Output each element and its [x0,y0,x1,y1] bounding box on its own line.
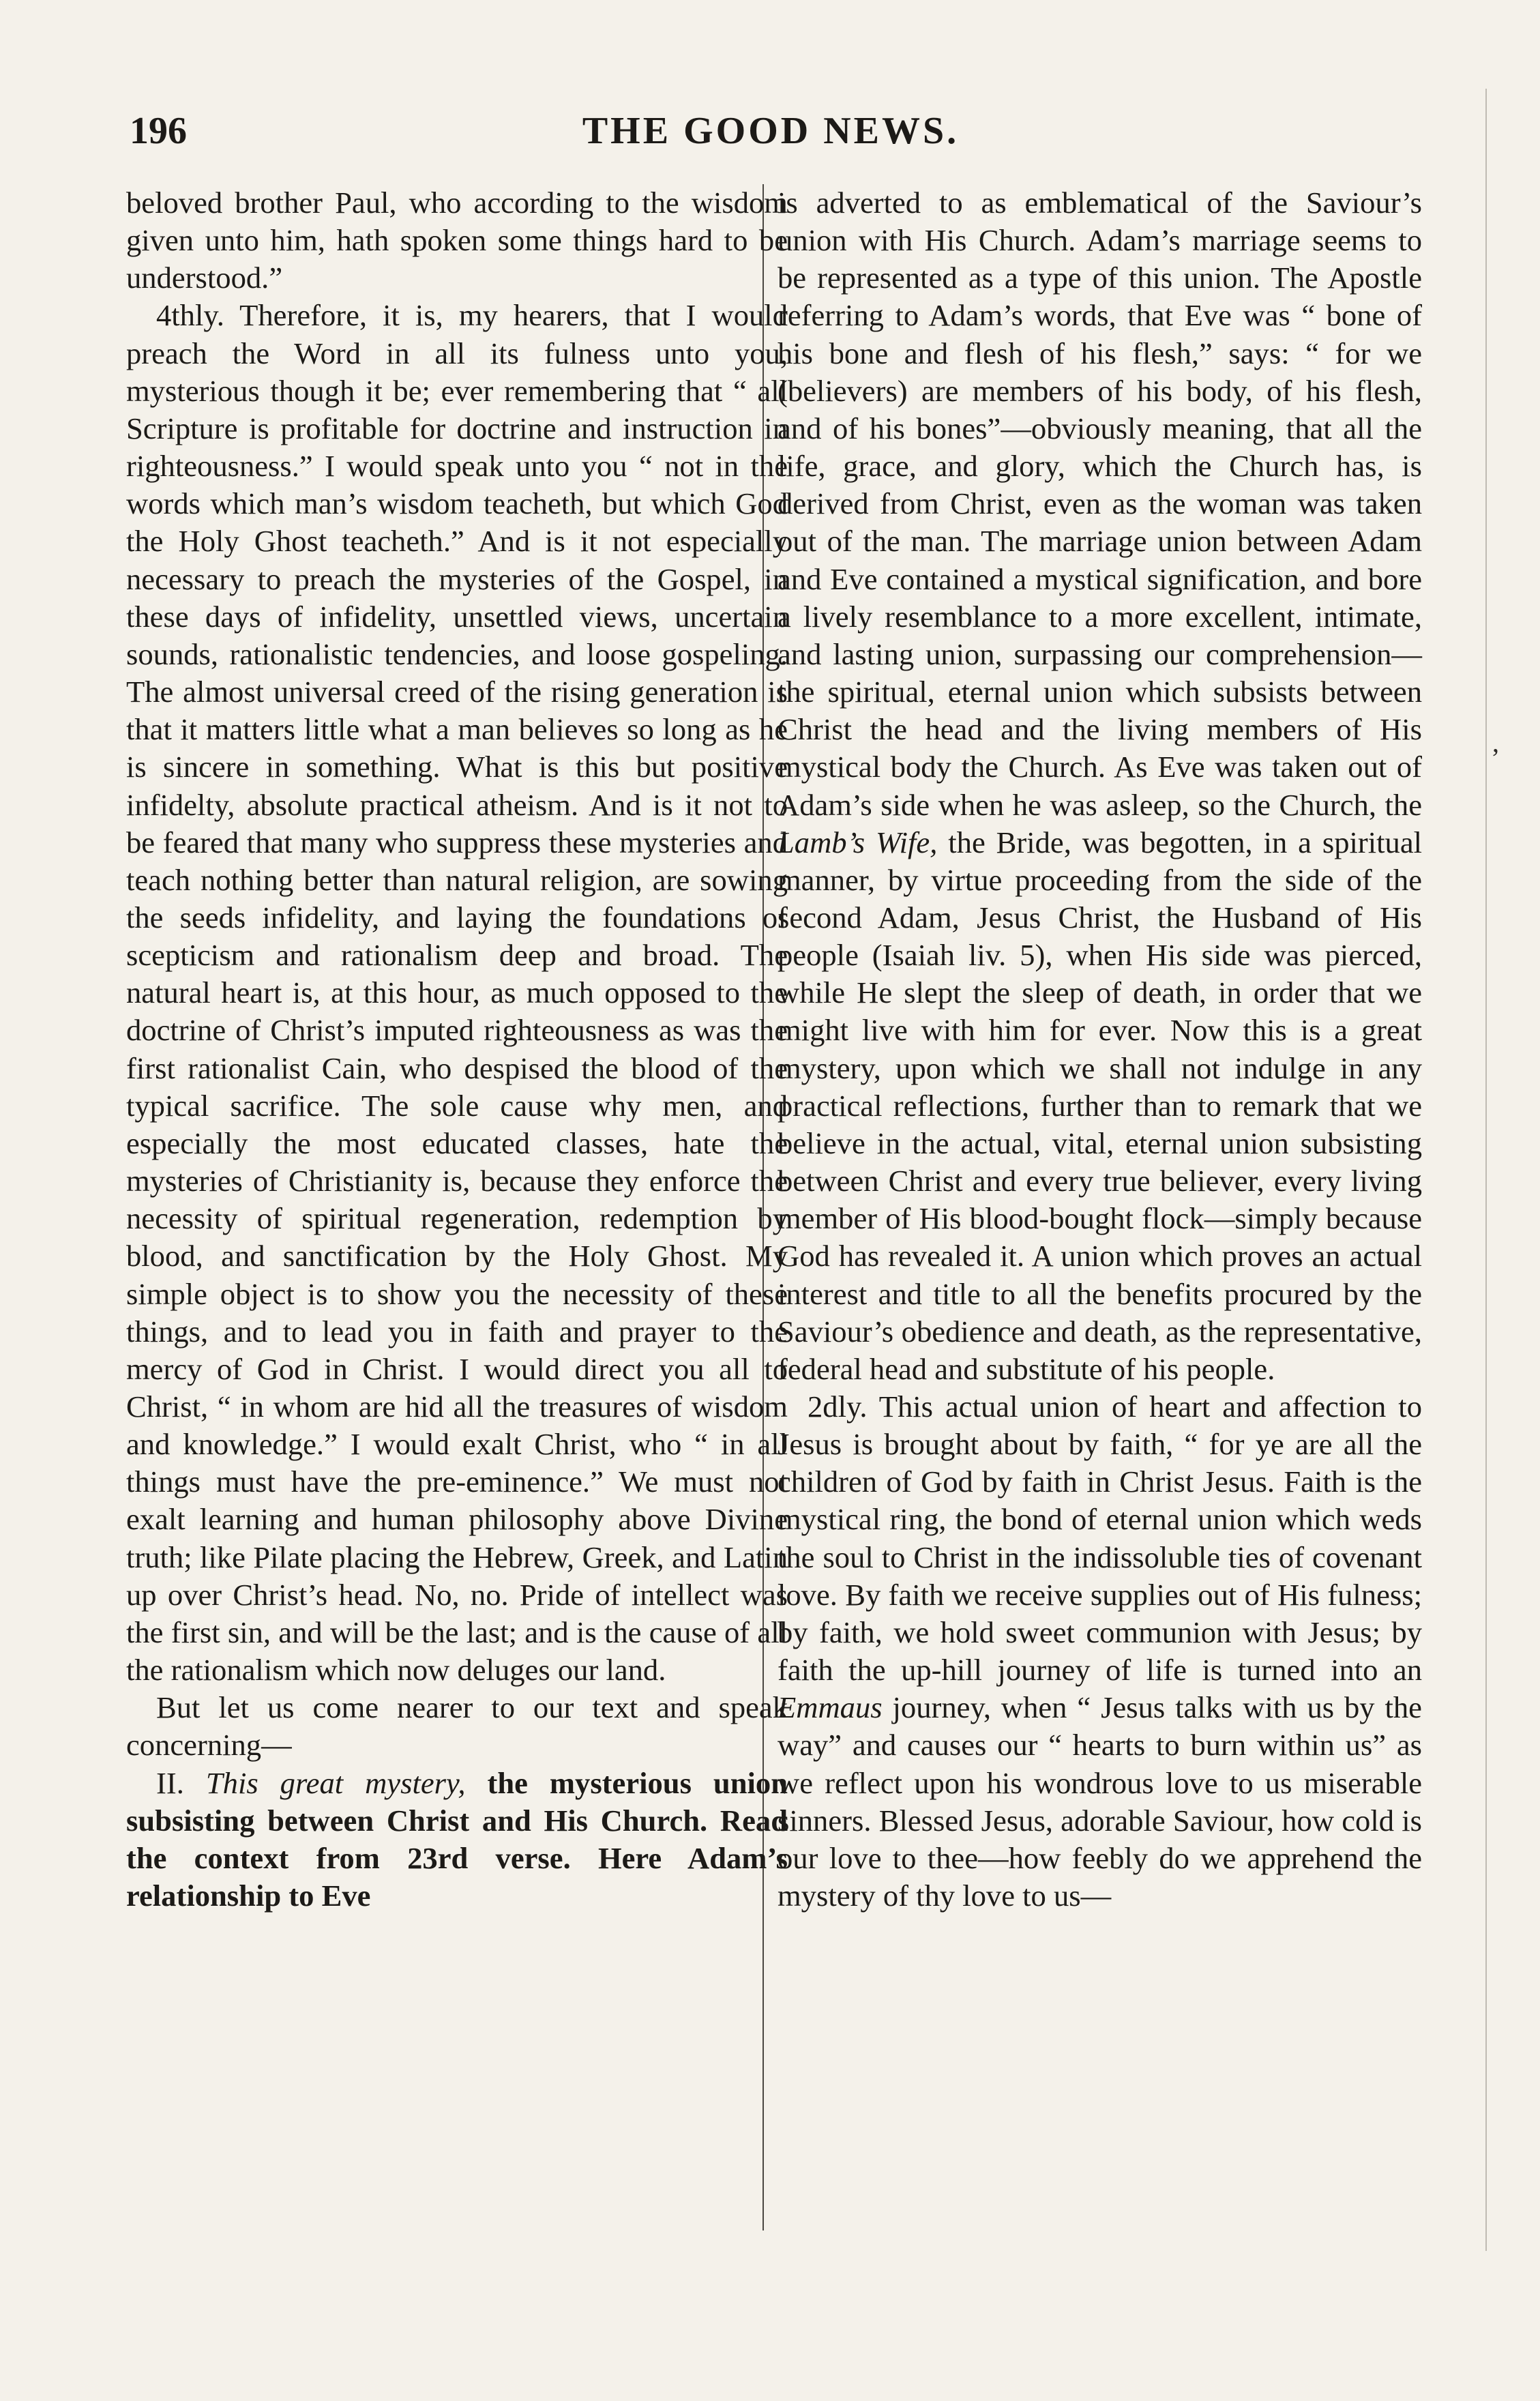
paragraph [126,1765,788,1915]
paragraph-text: the Bride, was begotten, in a spiritual manner, by virtue proceeding from the side of the second Adam, Jesus Christ, the Husband of His people (Isaiah liv. 5), when His side was pierced, while He slept the sleep of death, in order that we might live with him for ever. Now this is a great mystery, upon which we shall not indulge in any practical reflections, further than to remark that we believe in the actual, vital, eternal union subsisting between Christ and every true believer, every living member of His blood-bought flock—simply because God has revealed it. A union which proves an actual interest and title to all the benefits procured by the Saviour’s obedience and death, as the representative, federal head and substitute of his people. [778,825,1423,1386]
margin-ink-mark: , [1492,727,1499,758]
page-header [123,109,1419,164]
running-head: THE GOOD NEWS. [582,110,960,152]
page-edge-line [1485,89,1487,2251]
paragraph-text: is adverted to as emblematical of the Saviour’s union with His Church. Adam’s marriage seems to be represented as a type of this union. The Apostle referring to Adam’s words, that Eve was “ bone of his bone and flesh of his flesh,” says: “ for we (believers) are members of his body, of his flesh, and of his bones”—obviously meaning, that all the life, grace, and glory, which the Church has, is derived from Christ, even as the woman was taken out of the man. The marriage union between Adam and Eve contained a mystical signification, and bore a lively resemblance to a more excellent, intimate, and lasting union, surpassing our comprehension—the spiritual, eternal union which subsists between Christ the head and the living members of His mystical body the Church. As Eve was taken out of Adam’s side when he was asleep, so the Church, the [778,186,1422,822]
paragraph: 4thly. Therefore, it is, my hearers, that I would preach the Word in all its fulness unto you, mysterious though it be; ever remembering that “ all Scripture is profitable for doctrine and instruction in righteousness.” I would speak unto you “ not in the words which man’s wisdom teacheth, but which God the Holy Ghost teacheth.” And is it not especially necessary to preach the mysteries of the Gospel, in these days of infidelity, unsettled views, uncertain sounds, rationalistic tendencies, and loose gospeling. The almost universal creed of the rising generation is that it matters little what a man believes so long as he is sincere in something. What is this but positive infidelty, absolute practical atheism. And is it not to be feared that many who suppress these mysteries and teach nothing better than natural religion, are sowing the seeds infidelity, and laying the foundations of scepticism and rationalism deep and broad. The natural heart is, at this hour, as much opposed to the doctrine of Christ’s imputed righteousness as was the first rationalist Cain, who despised the blood of the typical sacrifice. The sole cause why men, and especially the most educated classes, hate the mysteries of Christianity is, because they enforce the necessity of spiritual regeneration, redemption by blood, and sanctification by the Holy Ghost. My simple object is to show you the necessity of these things, and to lead you in faith and prayer to the mercy of God in Christ. I would direct you all to Christ, “ in whom are hid all the treasures of wisdom and knowledge.” I would exalt Christ, who “ in all things must have the pre-eminence.” We must not exalt learning and human philosophy above Divine truth; like Pilate placing the Hebrew, Greek, and Latin up over Christ’s head. No, no. Pride of intellect was the first sin, and will be the last; and is the cause of all the rationalism which now deluges our land. [126,298,788,1688]
paragraph-text: journey, when “ Jesus talks with us by the way” and causes our “ hearts to burn within us” as we reflect upon his wondrous love to us miserable sinners. Blessed Jesus, adorable Saviour, how cold is our love to thee—how feebly do we apprehend the mystery of thy love to us— [778,1690,1422,1913]
emphasis-text: Emmaus [778,1690,883,1725]
page-number: 196 [130,110,187,152]
paragraph-text: 2dly. This actual union of heart and affection to Jesus is brought about by faith, “ for ye are all the children of God by faith in Christ Jesus. Faith is the mystical ring, the bond of eternal union which weds the soul to Christ in the indissoluble ties of covenant love. By faith we receive supplies out of His fulness; by faith, we hold sweet communion with Jesus; by faith the up-hill journey of life is turned into an [778,1389,1422,1688]
paragraph: beloved brother Paul, who according to the wisdom given unto him, hath spoken some things hard to be understood.” [126,186,788,295]
right-column [778,184,1422,1915]
paragraph-text: the mysterious union subsisting between Christ and His Church. Read the context from 23rd verse. Here Adam’s relationship to Eve [126,1765,788,1913]
section-numeral: II. [156,1765,184,1800]
paragraph [778,184,1422,1388]
paragraph [778,1388,1422,1915]
left-column [126,184,788,1915]
emphasis-text: Lamb’s Wife, [778,825,938,859]
paragraph: But let us come nearer to our text and speak concerning— [126,1690,788,1763]
emphasis-text: This great mystery, [205,1765,466,1800]
